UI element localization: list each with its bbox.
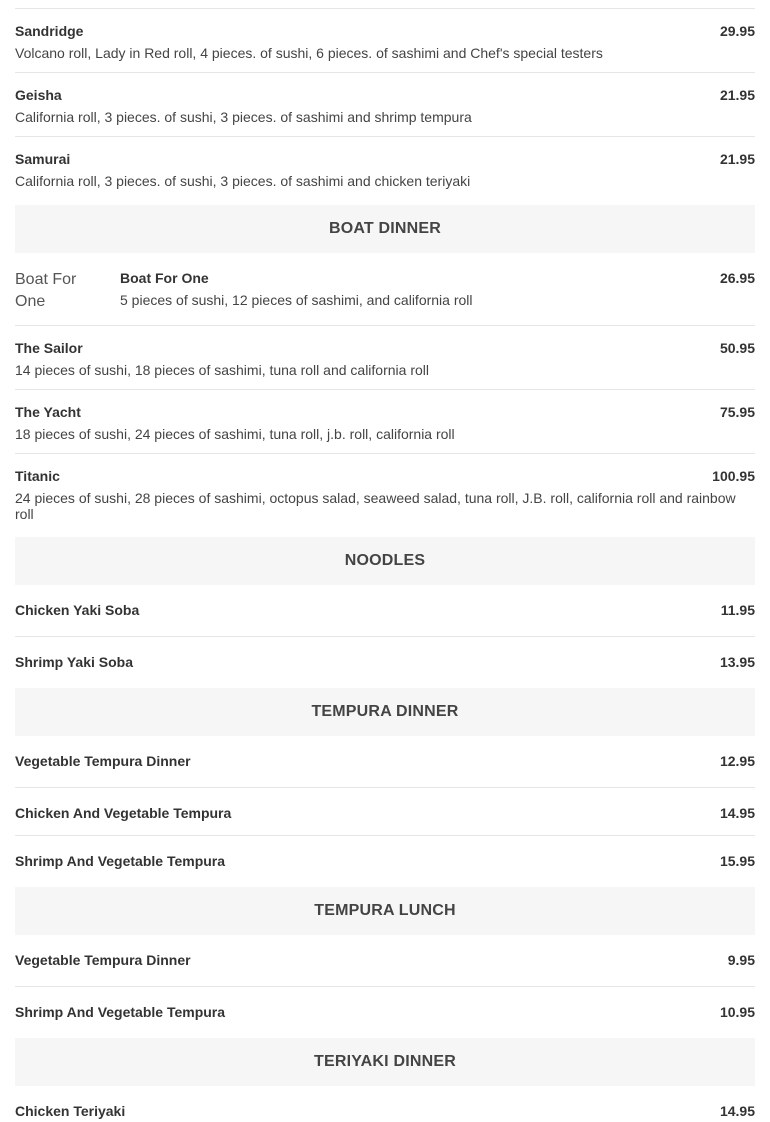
item-name: Chicken Teriyaki (15, 1103, 126, 1119)
item-price: 15.95 (719, 853, 755, 869)
item-price: 100.95 (712, 468, 755, 484)
item-price: 50.95 (719, 340, 755, 356)
menu-item-the-yacht[interactable] (15, 390, 755, 454)
item-name: Shrimp And Vegetable Tempura (15, 1004, 226, 1020)
menu-list (15, 0, 755, 1122)
item-name: Titanic (15, 468, 60, 484)
item-price: 14.95 (719, 805, 755, 821)
item-price: 29.95 (719, 23, 755, 39)
section-header-tempura-dinner: TEMPURA DINNER (15, 688, 755, 736)
menu-item-vegetable-tempura-dinner[interactable] (15, 736, 755, 788)
item-name: Chicken And Vegetable Tempura (15, 805, 232, 821)
section-header-tempura-lunch: TEMPURA LUNCH (15, 887, 755, 935)
item-name: Shrimp And Vegetable Tempura (15, 853, 226, 869)
section-header-teriyaki-dinner: TERIYAKI DINNER (15, 1038, 755, 1086)
item-name: Shrimp Yaki Soba (15, 654, 134, 670)
item-price: 21.95 (719, 87, 755, 103)
divider (15, 0, 755, 9)
menu-item-boat-for-one[interactable] (15, 253, 755, 326)
item-description: 24 pieces of sushi, 28 pieces of sashimi, octopus salad, seaweed salad, tuna roll, J.B. roll, california roll and rainbow roll (15, 490, 736, 522)
item-name: Boat For One (120, 270, 209, 286)
item-price: 9.95 (727, 952, 755, 968)
menu-item-shrimp-yaki-soba[interactable] (15, 637, 755, 688)
item-name: Sandridge (15, 23, 84, 39)
item-price: 21.95 (719, 151, 755, 167)
item-description: 14 pieces of sushi, 18 pieces of sashimi, tuna roll and california roll (15, 362, 429, 378)
menu-item-chicken-and-vegetable-tempura[interactable] (15, 788, 755, 836)
menu-item-lunch-vegetable-tempura-dinner[interactable] (15, 935, 755, 987)
menu-item-shrimp-and-vegetable-tempura[interactable] (15, 836, 755, 887)
item-price: 14.95 (719, 1103, 755, 1119)
item-description: California roll, 3 pieces. of sushi, 3 pieces. of sashimi and shrimp tempura (15, 109, 472, 125)
menu-item-samurai[interactable] (15, 137, 755, 205)
item-price: 75.95 (719, 404, 755, 420)
menu-item-chicken-yaki-soba[interactable] (15, 585, 755, 637)
menu-item-titanic[interactable] (15, 454, 755, 537)
item-name: Samurai (15, 151, 71, 167)
item-image-placeholder: Boat For One (15, 271, 77, 310)
section-header-noodles: NOODLES (15, 537, 755, 585)
item-name: Chicken Yaki Soba (15, 602, 140, 618)
section-header-boat-dinner: BOAT DINNER (15, 205, 755, 253)
item-description: 5 pieces of sushi, 12 pieces of sashimi, and california roll (120, 292, 473, 308)
item-name: The Sailor (15, 340, 83, 356)
item-name: Vegetable Tempura Dinner (15, 753, 191, 769)
item-description: Volcano roll, Lady in Red roll, 4 pieces. of sushi, 6 pieces. of sashimi and Chef's special testers (15, 45, 603, 61)
menu-item-sandridge[interactable] (15, 9, 755, 73)
item-name: Vegetable Tempura Dinner (15, 952, 191, 968)
item-price: 11.95 (720, 602, 755, 618)
item-name: The Yacht (15, 404, 81, 420)
menu-item-chicken-teriyaki[interactable] (15, 1086, 755, 1122)
item-price: 10.95 (719, 1004, 755, 1020)
item-description: 18 pieces of sushi, 24 pieces of sashimi, tuna roll, j.b. roll, california roll (15, 426, 455, 442)
item-name: Geisha (15, 87, 62, 103)
item-description: California roll, 3 pieces. of sushi, 3 pieces. of sashimi and chicken teriyaki (15, 173, 471, 189)
menu-item-geisha[interactable] (15, 73, 755, 137)
menu-item-lunch-shrimp-and-vegetable-tempura[interactable] (15, 987, 755, 1038)
item-price: 26.95 (719, 270, 755, 286)
item-price: 12.95 (719, 753, 755, 769)
item-price: 13.95 (719, 654, 755, 670)
menu-item-the-sailor[interactable] (15, 326, 755, 390)
